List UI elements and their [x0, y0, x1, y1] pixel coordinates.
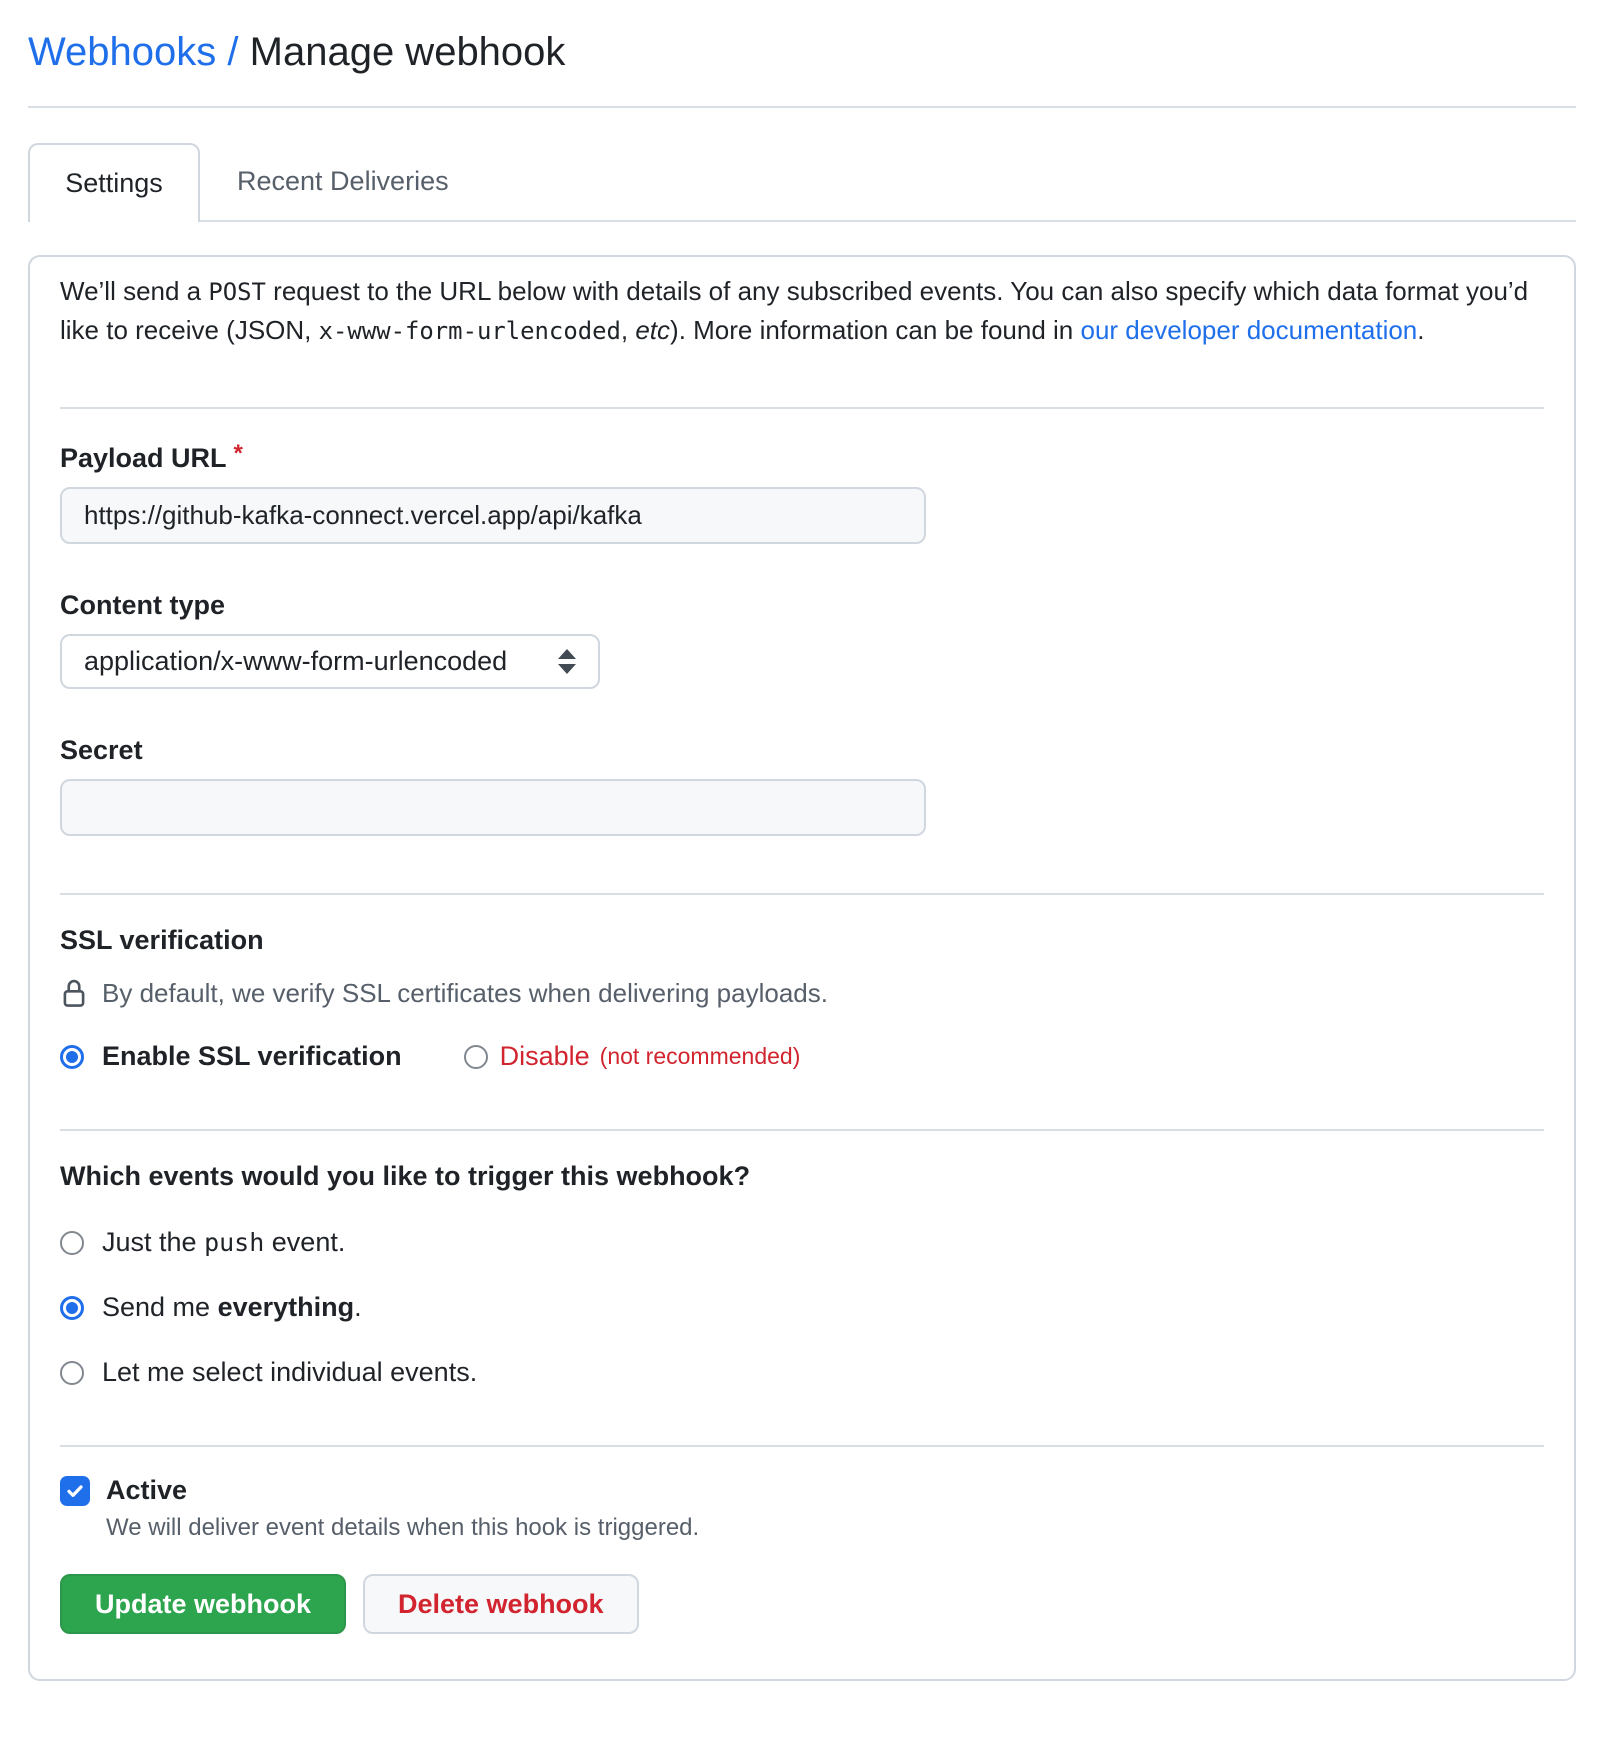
breadcrumb-webhooks-link[interactable]: Webhooks: [28, 30, 217, 74]
event-option-everything: [60, 1292, 1544, 1323]
active-label[interactable]: Active: [106, 1475, 188, 1505]
active-checkbox[interactable]: [60, 1476, 90, 1506]
ssl-choice-row: [60, 1041, 1544, 1072]
content-type-label: Content type: [60, 590, 225, 620]
disable-ssl-label[interactable]: Disable: [499, 1041, 590, 1071]
push-code: push: [204, 1228, 265, 1257]
send-everything-radio[interactable]: [60, 1296, 84, 1320]
intro-seg: request to the URL below with details of any subscribed events. You can also specify which data format you’d like to receive (JSON,: [60, 276, 1529, 345]
intro-post-code: POST: [208, 278, 266, 306]
send-everything-label[interactable]: [102, 1292, 362, 1323]
label-seg: .: [354, 1292, 362, 1322]
content-type-select[interactable]: [60, 634, 600, 689]
page-title: [28, 28, 1576, 76]
webhook-settings-card: [28, 255, 1576, 1681]
payload-url-input[interactable]: [60, 487, 926, 544]
event-option-just-push: [60, 1227, 1544, 1258]
ssl-verification-heading: SSL verification: [60, 925, 264, 955]
events-heading: Which events would you like to trigger this webhook?: [60, 1161, 751, 1191]
breadcrumb-separator: [216, 30, 227, 74]
select-chevron-icon: [558, 649, 576, 674]
checkmark-icon: [65, 1481, 85, 1501]
content-type-selected-value: application/x-www-form-urlencoded: [84, 646, 508, 676]
individual-events-radio[interactable]: [60, 1361, 84, 1385]
secret-input[interactable]: [60, 779, 926, 836]
breadcrumb-separator-slash: /: [227, 30, 239, 74]
enable-ssl-label[interactable]: Enable SSL verification: [102, 1041, 402, 1071]
header-divider: [28, 106, 1576, 108]
intro-seg: ,: [620, 315, 636, 345]
event-option-individual: [60, 1357, 1544, 1388]
breadcrumb-current: Manage webhook: [249, 30, 566, 74]
delete-webhook-button[interactable]: Delete webhook: [363, 1574, 639, 1634]
section-divider: [60, 893, 1544, 895]
ssl-note-text: By default, we verify SSL certificates when delivering payloads.: [102, 977, 828, 1008]
lock-icon: [60, 977, 88, 1009]
enable-ssl-radio[interactable]: [60, 1045, 84, 1069]
intro-seg: We’ll send a: [60, 276, 209, 306]
intro-etc: etc: [635, 315, 671, 345]
active-row: [60, 1475, 1544, 1506]
required-asterisk: *: [233, 440, 243, 467]
secret-label: Secret: [60, 735, 143, 765]
disable-ssl-radio[interactable]: [464, 1045, 488, 1069]
developer-documentation-link[interactable]: our developer documentation: [1080, 315, 1418, 345]
label-seg: Send me: [102, 1292, 218, 1322]
label-seg: event.: [264, 1227, 346, 1257]
tabnav: [28, 143, 1576, 222]
just-push-radio[interactable]: [60, 1231, 84, 1255]
section-divider: [60, 1445, 1544, 1447]
button-row: [60, 1574, 1544, 1634]
intro-seg: .: [1417, 315, 1425, 345]
payload-url-label: [60, 437, 1544, 475]
disable-ssl-note: (not recommended): [599, 1043, 801, 1069]
intro-urlencoded-code: x-www-form-urlencoded: [318, 317, 621, 345]
update-webhook-button[interactable]: Update webhook: [60, 1574, 346, 1634]
just-push-label[interactable]: [102, 1227, 345, 1258]
ssl-note-row: [60, 977, 1544, 1009]
payload-url-label-text: Payload URL: [60, 443, 227, 473]
individual-events-label[interactable]: Let me select individual events.: [102, 1357, 478, 1387]
label-seg: Just the: [102, 1227, 205, 1257]
tab-recent-deliveries[interactable]: Recent Deliveries: [237, 166, 449, 196]
tab-settings[interactable]: Settings: [28, 143, 200, 222]
section-divider: [60, 1129, 1544, 1131]
intro-text: [60, 272, 1544, 350]
intro-seg: ). More information can be found in: [670, 315, 1081, 345]
active-note: We will deliver event details when this hook is triggered.: [106, 1514, 700, 1541]
section-divider: [60, 407, 1544, 409]
everything-bold: everything: [217, 1292, 355, 1322]
